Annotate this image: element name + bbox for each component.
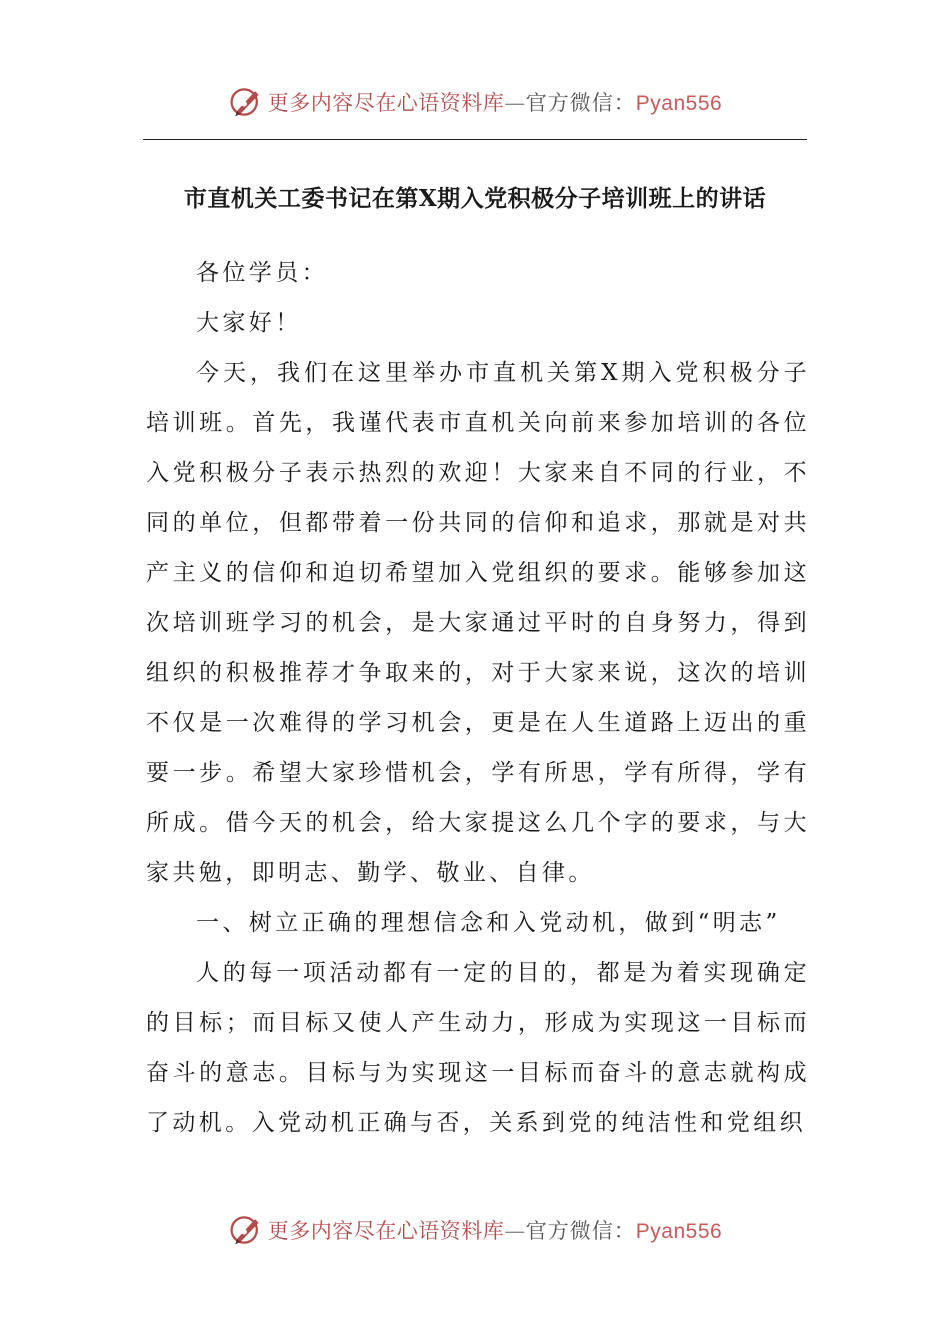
footer-banner bbox=[0, 1208, 950, 1252]
header-banner bbox=[0, 80, 950, 124]
document-body bbox=[146, 248, 810, 1148]
banner-wechat-id: Pyan556 bbox=[635, 92, 723, 115]
pen-logo-icon bbox=[228, 1212, 264, 1248]
banner-wechat-label: 官方微信： bbox=[525, 1219, 636, 1243]
paragraph-opening: 今天，我们在这里举办市直机关第X期入党积极分子培训班。首先，我谨代表市直机关向前来参加培训的各位入党积极分子表示热烈的欢迎！大家来自不同的行业，不同的单位，但都带着一份共同的信仰和追求，那就是对共产主义的信仰和迫切希望加入党组织的要求。能够参加这次培训班学习的机会，是大家通过平时的自身努力，得到组织的积极推荐才争取来的，对于大家来说，这次的培训不仅是一次难得的学习机会，更是在人生道路上迈出的重要一步。希望大家珍惜机会，学有所思，学有所得，学有所成。借今天的机会，给大家提这么几个字的要求，与大家共勉，即明志、勤学、敬业、自律。 bbox=[146, 360, 810, 886]
banner-site-text: 更多内容尽在心语资料库 bbox=[267, 91, 505, 115]
paragraph-salutation: 各位学员： bbox=[196, 260, 328, 286]
banner-text bbox=[268, 1215, 722, 1245]
section-heading: 一、树立正确的理想信念和入党动机，做到“明志” bbox=[196, 910, 781, 936]
pen-logo-icon bbox=[228, 84, 264, 120]
paragraph-section-body: 人的每一项活动都有一定的目的，都是为着实现确定的目标；而目标又使人产生动力，形成为实现这一目标而奋斗的意志。目标与为实现这一目标而奋斗的意志就构成了动机。入党动机正确与否，关系到党的纯洁性和党组织 bbox=[146, 960, 810, 1136]
header-divider bbox=[143, 139, 807, 140]
paragraph-greeting: 大家好！ bbox=[196, 310, 302, 336]
banner-wechat-label: 官方微信： bbox=[525, 91, 636, 115]
banner-separator: — bbox=[504, 91, 526, 115]
banner-wechat-id: Pyan556 bbox=[635, 1220, 723, 1243]
banner-text bbox=[268, 87, 722, 117]
document-title: 市直机关工委书记在第X期入党积极分子培训班上的讲话 bbox=[183, 185, 767, 212]
banner-separator: — bbox=[504, 1219, 526, 1243]
banner-site-text: 更多内容尽在心语资料库 bbox=[267, 1219, 505, 1243]
